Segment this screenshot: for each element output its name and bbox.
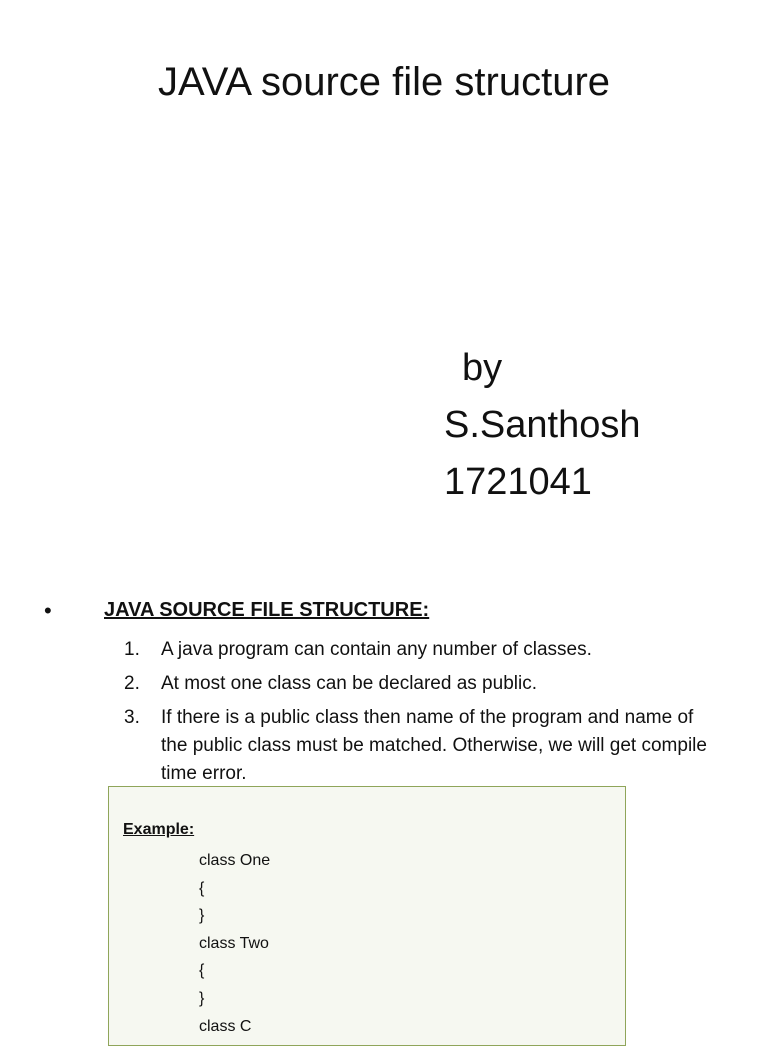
code-line: class One (199, 852, 271, 869)
list-item (104, 670, 724, 698)
example-label: Example: (123, 821, 195, 838)
bullet-icon: • (44, 598, 52, 623)
section-heading: JAVA SOURCE FILE STRUCTURE: (104, 599, 430, 621)
code-line: class C (199, 1017, 252, 1035)
author-by: by (462, 347, 503, 389)
code-line: } (199, 907, 205, 925)
list-item-text: If there is a public class then name of the program and name of the public class must be matched. Otherwise, we will get compile time error. (161, 707, 707, 784)
code-block (199, 847, 270, 1040)
code-line: } (199, 989, 205, 1007)
author-block (444, 340, 640, 511)
page-title: JAVA source file structure (157, 60, 611, 104)
example-box (108, 786, 626, 1046)
code-line: { (199, 879, 205, 897)
list-item-text: A java program can contain any number of classes. (161, 639, 592, 660)
list-item (104, 636, 724, 664)
list-item-text: At most one class can be declared as public. (161, 673, 537, 694)
code-line: class Two (199, 934, 269, 952)
list-item (104, 704, 724, 788)
author-id: 1721041 (444, 461, 592, 503)
list-item-number: 1. (124, 639, 140, 660)
author-name: S.Santhosh (444, 404, 641, 446)
rules-list (104, 636, 724, 794)
list-item-number: 3. (124, 707, 140, 728)
list-item-number: 2. (124, 673, 140, 694)
code-line: { (199, 962, 205, 980)
